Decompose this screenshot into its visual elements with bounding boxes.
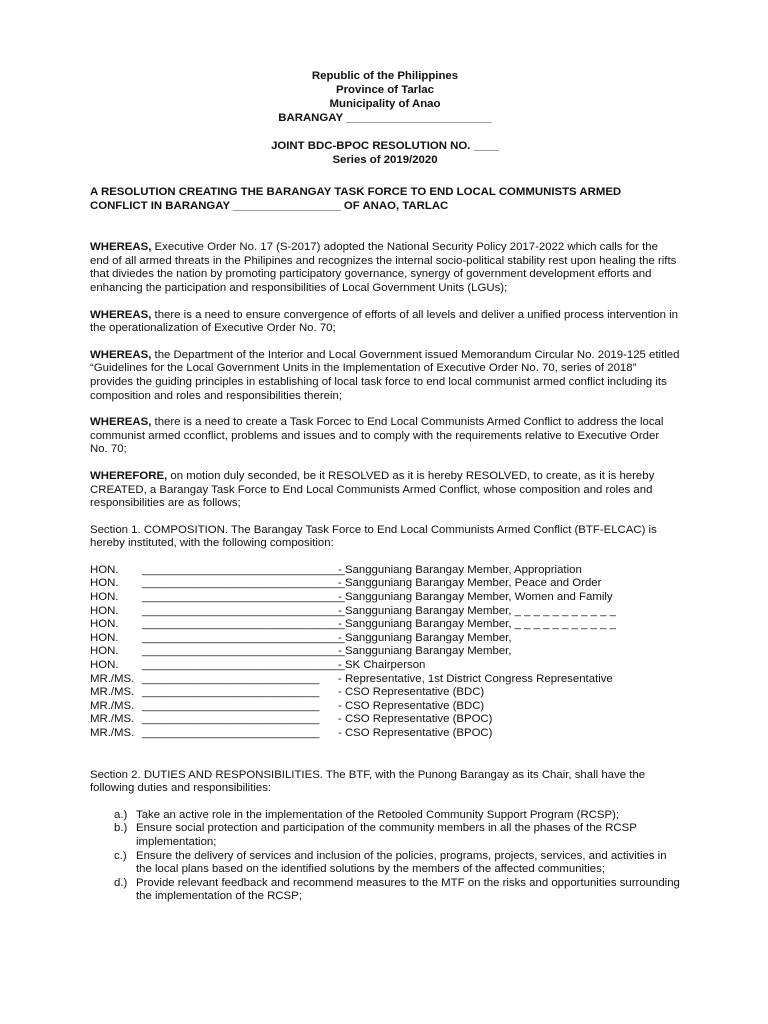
whereas-clauses — [90, 241, 680, 511]
resolution-title: A RESOLUTION CREATING THE BARANGAY TASK FORCE TO END LOCAL COMMUNISTS ARMED CONFLICT IN BARANGAY _________________ OF ANAO, TARLAC — [90, 186, 622, 212]
header-series: Series of 2019/2020 — [332, 154, 438, 166]
list-item: c.) Ensure the delivery of services and inclusion of the policies, programs, projects, services, and activities in the local plans based on the identified solutions by the members of the affected communities; — [114, 849, 667, 876]
whereas-clause-4: WHEREAS, there is a need to create a Task Forcec to End Local Communists Armed Conflict to address the local communist armed cconflict, problems and issues and to comply with the requirements relative to Executive Order No. 70; — [90, 416, 664, 456]
header-barangay: BARANGAY _______________________ — [278, 112, 492, 124]
list-item: b.) Ensure social protection and participation of the community members in all the phases of the RCSP implementation; — [114, 822, 637, 848]
composition-row: MR./MS. ____________________________ - CSO Representative (BPOC) — [90, 713, 493, 726]
composition-row: HON. ________________________________ - Sangguniang Barangay Member, Peace and Order — [90, 577, 602, 590]
whereas-clause-1: WHEREAS, Executive Order No. 17 (S-2017) adopted the National Security Policy 2017-2022 which calls for the end of all armed threats in the Philipines and recognizes the internal socio-political stability rest upon healing the rifts that diviedes the nation by promoting participatory governance, synergy of government development efforts and enhancing the participation and responsibilities of Local Government Units (LGUs); — [90, 241, 677, 294]
composition-row: HON. ________________________________ - Sangguniang Barangay Member, — [90, 645, 512, 658]
composition-list — [90, 564, 680, 741]
composition-row: MR./MS. ____________________________ - CSO Representative (BDC) — [90, 686, 485, 699]
composition-row: MR./MS. ____________________________ - Representative, 1st District Congress Representative — [90, 672, 613, 685]
wherefore-clause: WHEREFORE, on motion duly seconded, be it RESOLVED as it is hereby RESOLVED, to create, as it is hereby CREATED, a Barangay Task Force to End Local Communists Armed Conflict, whose composition and roles and responsibilities are as follows; — [90, 469, 655, 510]
composition-row: MR./MS. ____________________________ - CSO Representative (BDC) — [90, 699, 485, 712]
document-header — [90, 70, 680, 168]
list-item: a.) Take an active role in the implementation of the Retooled Community Support Program (RCSP); — [114, 808, 620, 821]
list-item: d.) Provide relevant feedback and recommend measures to the MTF on the risks and opportunities surrounding the implementation of the RCSP; — [114, 876, 680, 903]
composition-row: HON. ________________________________ - Sangguniang Barangay Member, Appropriation — [90, 563, 582, 576]
composition-row: MR./MS. ____________________________ - CSO Representative (BPOC) — [90, 727, 493, 739]
header-municipality: Municipality of Anao — [329, 98, 441, 110]
composition-row: HON. ________________________________ - Sangguniang Barangay Member, — [90, 631, 512, 644]
header-province: Province of Tarlac — [336, 84, 434, 96]
whereas-clause-3: WHEREAS, the Department of the Interior and Local Government issued Memorandum Circular No. 2019-125 etitled “Guidelines for the Local Government Units in the Implementation of Executive Order No. 70, series of 2018” provides the guiding principles in establishing of local task force to end local communist armed conflict including its composition and roles and responsibilities therein; — [90, 348, 680, 402]
composition-row: HON. ________________________________ - SK Chairperson — [90, 659, 426, 672]
composition-row: HON. ________________________________ - Sangguniang Barangay Member, Women and Family — [90, 591, 613, 604]
composition-row: HON. ________________________________ - Sangguniang Barangay Member, _ _ _ _ _ _ _ _ _ _ _ — [90, 604, 616, 617]
header-resolution-no: JOINT BDC-BPOC RESOLUTION NO. ____ — [271, 140, 499, 152]
whereas-clause-2: WHEREAS, there is a need to ensure convergence of efforts of all levels and deliver a unified process intervention in the operationalization of Executive Order No. 70; — [90, 308, 678, 335]
section-2-intro: Section 2. DUTIES AND RESPONSIBILITIES. The BTF, with the Punong Barangay as its Chair, shall have the following duties and responsibilities: — [90, 768, 646, 795]
header-republic: Republic of the Philippines — [311, 70, 459, 82]
duties-list — [114, 809, 680, 904]
resolution-document — [90, 70, 680, 904]
composition-row: HON. ________________________________ - Sangguniang Barangay Member, _ _ _ _ _ _ _ _ _ _ _ — [90, 618, 616, 631]
section-1-intro: Section 1. COMPOSITION. The Barangay Task Force to End Local Communists Armed Conflict (BTF-ELCAC) is hereby instituted, with the following composition: — [90, 523, 657, 550]
